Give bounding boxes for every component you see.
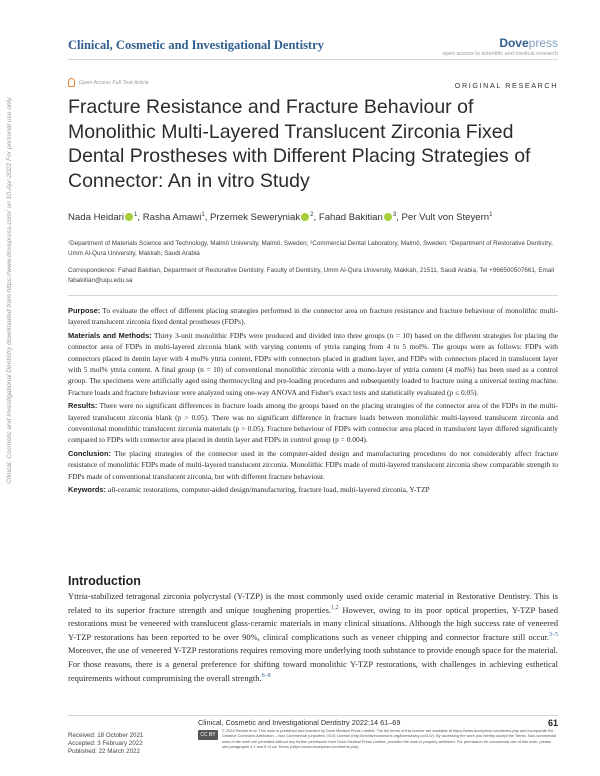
author-list: Nada Heidari $^1$, Rasha Amawi$^1$, Przemek Seweryniak $^2$, Fahad Bakitian $^3$, Per Vult von Steyern$^1$ — [68, 211, 493, 223]
affiliation-mark: 1 — [201, 211, 205, 218]
author-4[interactable] — [319, 212, 396, 223]
author-name: Per Vult von Steyern — [401, 212, 490, 223]
brand-strong: Dove — [499, 36, 529, 50]
journal-title[interactable]: Clinical, Cosmetic and Investigational Dentistry — [68, 38, 324, 52]
publication-dates — [68, 732, 143, 756]
orcid-icon[interactable] — [384, 213, 392, 221]
abstract-purpose — [68, 305, 558, 328]
citation-link[interactable]: 6–8 — [261, 672, 271, 679]
section-heading-introduction: Introduction — [68, 574, 141, 588]
open-access-lock-icon — [68, 78, 75, 87]
abstract-keywords — [68, 484, 558, 495]
header-divider — [68, 59, 558, 60]
author-name: Rasha Amawi — [142, 212, 202, 223]
open-access-text: Open Access Full Text Article — [79, 79, 149, 86]
orcid-icon[interactable] — [301, 213, 309, 221]
page-number: 61 — [547, 718, 558, 728]
open-access-label — [68, 78, 149, 87]
affiliation-mark: 1 — [489, 211, 493, 218]
received-date: Received: 18 October 2021 — [68, 732, 144, 739]
license-text: © 2022 Heidari et al. This work is published and licensed by Dove Medical Press Limited. The full terms of this license are available at https://www.dovepress.com/terms.php and incorporate the Creative Commons Attribution – Non Commercial (unported, v3.0) License (http://creativecommons.org/licenses/by-nc/3.0/). By accessing the work you hereby accept the Terms. Non-commercial uses of the work are permitted without any further permission from Dove Medical Press Limited, provided the work is properly attributed. For permission for commercial use of this work, please see paragraphs 4.2 and 5 of our Terms (https://www.dovepress.com/terms.php). — [222, 728, 557, 750]
abstract-label: Materials and Methods: — [68, 330, 152, 340]
citation-link[interactable]: 3–5 — [549, 631, 558, 638]
author-3[interactable] — [210, 212, 313, 223]
author-name: Fahad Bakitian — [318, 212, 383, 223]
abstract-divider — [68, 295, 558, 296]
abstract-text: The placing strategies of the connector used in the computer-aided design and manufacturing procedures do not considerably affect fracture resistance of monolithic FDPs made of multi-layered translucent zirconia. Monolithic FDPs made of multi-layered translucent zirconia show comparable strength to FDPs made of conventional translucent zirconia, but with different fracture behaviour. — [68, 448, 559, 481]
abstract-text: There were no significant differences in fracture loads among the groups based on the placing strategies of the connector area of the FDPs in the multi-layered translucent zirconia blank (p > 0.05). There was no significant difference in fracture loads between monolithic multi-layered translucent zirconia and conventional monolithic translucent zirconia materials (p > 0.05). Fracture behaviour of FDPs with connector area placed in translucent layer differed significantly compared to FDPs with connector area placed in dentin layer and FDPs in control group (p = 0.004). — [68, 401, 558, 445]
affiliation-mark: 1 — [134, 211, 138, 218]
abstract-text: all-ceramic restorations, computer-aided design/manufacturing, fracture load, multi-layered zirconia, Y-TZP — [107, 485, 430, 495]
abstract-results — [68, 400, 558, 446]
accepted-date: Accepted: 3 February 2022 — [68, 740, 143, 747]
intro-text: However, owing to its poor optical properties, Y-TZP based restorations must be veneered with translucent glass-ceramic materials in many clinical situations. Although the high success rate of veneered Y-TZP restorations has been reported to be over 90%, clinical complications such as veneer chipping and connector fracture still occur. — [68, 604, 558, 642]
footer-citation: Clinical, Cosmetic and Investigational Dentistry 2022:14 61–69 — [198, 718, 401, 727]
author-1[interactable] — [68, 212, 137, 223]
author-2[interactable] — [143, 212, 205, 223]
publisher-logo — [442, 36, 558, 50]
abstract-methods — [68, 330, 558, 398]
abstract-label: Conclusion: — [68, 448, 111, 458]
article-type: ORIGINAL RESEARCH — [454, 81, 558, 90]
abstract — [68, 305, 558, 498]
footer-divider — [68, 715, 558, 716]
author-name: Nada Heidari — [68, 212, 124, 223]
abstract-label: Keywords: — [68, 485, 107, 495]
abstract-text: To evaluate the effect of different placing strategies performed in the connector area on fracture resistance and fracture behaviour of monolithic multi-layered translucent zirconia fixed dental prostheses (FDPs). — [68, 306, 558, 327]
correspondence: Correspondence: Fahad Bakitian, Department of Restorative Dentistry, Faculty of Dentistry, Umm Al-Qura University, Makkah, 21511, Saudi Arabia, Tel +966500507661, Email fabakitian@uqu.edu.sa — [68, 267, 555, 284]
abstract-label: Results: — [68, 401, 98, 411]
intro-text: Yttria-stabilized tetragonal zirconia polycrystal (Y-TZP) is the most commonly used oxide ceramic material in Restorative Dentistry. This is related to its superior fracture strength and unique toughening properties. — [68, 591, 558, 615]
intro-text: Moreover, the use of veneered Y-TZP restorations requires removing more underlying tooth substance to provide enough space for the material. For those reasons, there is a general preference for shifting toward monolithic Y-TZP restorations, with challenges in achieving esthetical requirements without compromising the overall strength. — [68, 645, 558, 683]
publisher-brand[interactable] — [442, 36, 558, 57]
citation-link[interactable]: 1,2 — [331, 604, 339, 611]
affiliation-mark: 3 — [392, 211, 397, 218]
publisher-tagline: open access to scientific and medical research — [442, 51, 558, 57]
published-date: Published: 22 March 2022 — [68, 748, 140, 755]
orcid-icon[interactable] — [125, 213, 133, 221]
affiliations: ¹Department of Materials Science and Technology, Malmö University, Malmö, Sweden; ²Commercial Dental Laboratory, Malmö, Sweden; ³Department of Restorative Dentistry, Umm Al-Qura University, Makkah, Saudi Arabia — [68, 240, 553, 257]
author-5[interactable] — [402, 212, 493, 223]
download-sidebar-note: Clinical, Cosmetic and Investigational Dentistry downloaded from https://www.dovepress.com/ on 10-Apr-2022 For personal use only. — [6, 96, 13, 484]
abstract-conclusion — [68, 448, 558, 482]
abstract-text: Thirty 3-unit monolithic FDPs were produced and divided into three groups (n = 10) based on the different strategies for placing the connector area of FDPs in multi-layered zirconia blank with varying contents of yttria ranging from 4 to 5 mol%. The groups were as follows: FDPs with connectors placed in dentin layer with 4 mol% yttria content, FDPs with connectors placed in gradient layer, and FDPs with connectors placed in translucent layer with 5 mol% yttria content. A final group (n = 10) of conventional monolithic zirconia with a mono-layer of yttria content (4 mol%) has been used as a control group. The specimens were artificially aged using thermocycling and pre-loading procedures and subsequently loaded to fracture using a universal testing machine. Fracture loads and fracture behaviour were analyzed using one-way ANOVA and Fisher's exact tests and statistically evaluated (p ≤ 0.05). — [68, 330, 558, 397]
creative-commons-badge[interactable]: CC BY NC — [198, 730, 218, 740]
author-name: Przemek Seweryniak — [210, 212, 301, 223]
abstract-label: Purpose: — [68, 306, 101, 315]
affiliation-mark: 2 — [310, 211, 314, 218]
introduction-paragraph — [68, 590, 558, 685]
brand-light: press — [528, 36, 558, 50]
article-title: Fracture Resistance and Fracture Behaviour of Monolithic Multi-Layered Translucent Zirconia Fixed Dental Prostheses with Different Placing Strategies of Connector: An in vitro Study — [68, 96, 531, 192]
